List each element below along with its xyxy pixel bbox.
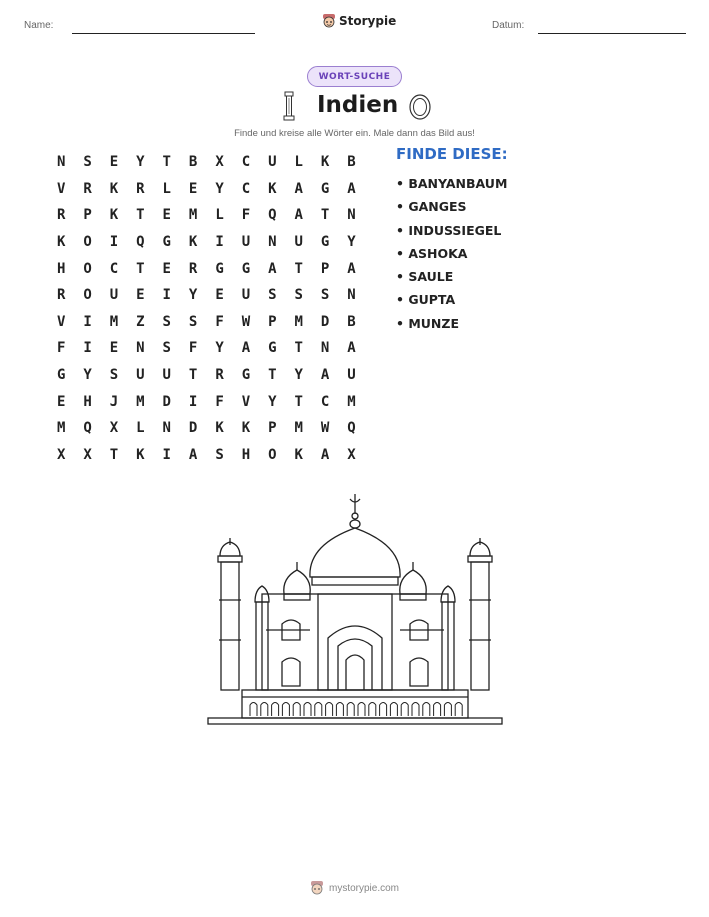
grid-cell[interactable]: D — [162, 393, 171, 410]
grid-cell[interactable]: H — [83, 393, 92, 410]
grid-cell[interactable]: T — [294, 340, 303, 357]
name-line — [72, 33, 255, 34]
plinth-arch — [272, 703, 279, 717]
grid-cell[interactable]: K — [268, 180, 277, 197]
grid-cell[interactable]: X — [83, 446, 92, 463]
instructions: Finde und kreise alle Wörter ein. Male dann das Bild aus! — [234, 128, 475, 139]
grid-cell[interactable]: P — [268, 313, 277, 330]
letter-grid — [48, 149, 365, 468]
grid-cell[interactable]: V — [241, 393, 251, 410]
grid-cell[interactable]: H — [241, 446, 251, 463]
grid-cell[interactable]: M — [347, 393, 356, 410]
grid-cell[interactable]: Y — [188, 287, 198, 304]
word-list — [396, 145, 508, 335]
grid-cell[interactable]: A — [188, 446, 198, 463]
grid-cell[interactable]: Y — [215, 340, 224, 357]
grid-cell[interactable]: G — [241, 367, 251, 384]
grid-cell[interactable]: M — [136, 393, 145, 410]
grid-cell[interactable]: N — [347, 207, 356, 224]
grid-cell[interactable]: E — [109, 340, 119, 357]
grid-cell[interactable]: E — [162, 207, 171, 224]
grid-cell[interactable]: Y — [347, 234, 356, 251]
grid-cell[interactable]: S — [188, 313, 198, 330]
grid-cell[interactable]: Q — [136, 234, 145, 251]
word-item: • SAULE — [396, 269, 454, 285]
grid-cell[interactable]: T — [320, 207, 330, 224]
grid-cell[interactable]: Q — [268, 207, 277, 224]
grid-cell[interactable]: E — [162, 260, 171, 277]
grid-cell[interactable]: F — [241, 207, 251, 224]
grid-cell[interactable]: R — [215, 367, 224, 384]
grid-cell[interactable]: I — [109, 234, 119, 251]
grid-cell[interactable]: X — [215, 154, 224, 171]
grid-cell[interactable]: B — [347, 313, 356, 330]
grid-cell[interactable]: L — [162, 180, 171, 197]
grid-cell[interactable]: J — [109, 393, 119, 410]
grid-cell[interactable]: O — [83, 234, 92, 251]
grid-cell[interactable]: U — [136, 367, 145, 384]
grid-cell[interactable]: S — [294, 287, 303, 304]
brand-name: Storypie — [339, 14, 397, 28]
grid-cell[interactable]: A — [320, 446, 330, 463]
plinth-arch — [455, 703, 462, 717]
grid-cell[interactable]: Y — [215, 180, 224, 197]
grid-cell[interactable]: E — [56, 393, 66, 410]
grid-cell[interactable]: F — [56, 340, 66, 357]
grid-row — [48, 442, 365, 469]
plinth-arch — [401, 703, 408, 717]
grid-cell[interactable]: Y — [136, 154, 145, 171]
grid-cell[interactable]: Y — [83, 367, 92, 384]
grid-cell[interactable]: K — [215, 420, 224, 437]
word-list-heading: FINDE DIESE: — [396, 145, 508, 163]
grid-cell[interactable]: T — [294, 393, 303, 410]
word-item: • GUPTA — [396, 292, 456, 308]
grid-row — [48, 202, 365, 229]
grid-cell[interactable]: E — [188, 180, 198, 197]
plinth-arch — [369, 703, 376, 717]
grid-cell[interactable]: W — [241, 313, 251, 330]
grid-cell[interactable]: S — [109, 367, 119, 384]
grid-cell[interactable]: M — [294, 420, 303, 437]
grid-cell[interactable]: S — [83, 154, 92, 171]
grid-cell[interactable]: U — [268, 154, 277, 171]
grid-cell[interactable]: I — [83, 313, 92, 330]
grid-cell[interactable]: C — [109, 260, 119, 277]
plinth-arch — [261, 703, 268, 717]
grid-cell[interactable]: F — [215, 393, 224, 410]
grid-cell[interactable]: R — [136, 180, 145, 197]
grid-cell[interactable]: M — [56, 420, 66, 437]
grid-cell[interactable]: T — [136, 260, 145, 277]
word-search-badge: WORT-SUCHE — [307, 66, 402, 87]
grid-cell[interactable]: X — [56, 446, 66, 463]
footer — [0, 880, 709, 896]
grid-cell[interactable]: A — [347, 260, 356, 277]
grid-cell[interactable]: F — [188, 340, 198, 357]
plinth-arch — [336, 703, 343, 717]
grid-cell[interactable]: N — [347, 287, 356, 304]
grid-row — [48, 229, 365, 256]
grid-cell[interactable]: N — [136, 340, 145, 357]
grid-cell[interactable]: N — [162, 420, 171, 437]
grid-cell[interactable]: I — [83, 340, 92, 357]
grid-cell[interactable]: K — [109, 207, 119, 224]
grid-cell[interactable]: P — [320, 260, 330, 277]
grid-cell[interactable]: T — [188, 367, 198, 384]
brand-logo — [322, 13, 396, 29]
grid-cell[interactable]: U — [347, 367, 356, 384]
grid-cell[interactable]: K — [294, 446, 303, 463]
grid-cell[interactable]: B — [188, 154, 198, 171]
plinth-arch — [282, 703, 289, 717]
grid-cell[interactable]: R — [56, 207, 66, 224]
grid-cell[interactable]: P — [83, 207, 92, 224]
grid-cell[interactable]: I — [162, 287, 171, 304]
grid-row — [48, 282, 365, 309]
grid-cell[interactable]: H — [56, 260, 66, 277]
word-item: • INDUSSIEGEL — [396, 222, 502, 238]
grid-cell[interactable]: K — [241, 420, 251, 437]
grid-cell[interactable]: K — [188, 234, 198, 251]
grid-cell[interactable]: L — [294, 154, 303, 171]
grid-cell[interactable]: C — [241, 154, 251, 171]
grid-cell[interactable]: S — [215, 446, 224, 463]
storypie-mascot-icon — [322, 13, 336, 29]
plinth-arch — [434, 703, 441, 717]
plinth-arch — [358, 703, 365, 717]
grid-cell[interactable]: T — [268, 367, 277, 384]
plinth-arch — [412, 703, 419, 717]
grid-cell[interactable]: I — [188, 393, 198, 410]
grid-cell[interactable]: G — [268, 340, 277, 357]
grid-row — [48, 149, 365, 176]
grid-cell[interactable]: A — [347, 180, 356, 197]
pillar-icon — [281, 90, 297, 122]
plinth-arch — [444, 703, 451, 717]
word-item: • BANYANBAUM — [396, 176, 508, 191]
grid-cell[interactable]: L — [215, 207, 224, 224]
grid-cell[interactable]: S — [268, 287, 277, 304]
grid-cell[interactable]: G — [215, 260, 224, 277]
plinth-arch — [326, 703, 333, 717]
grid-cell[interactable]: E — [136, 287, 145, 304]
grid-cell[interactable]: M — [188, 207, 198, 224]
grid-cell[interactable]: Z — [136, 313, 145, 330]
word-item: • MUNZE — [396, 315, 459, 331]
grid-cell[interactable]: T — [109, 446, 119, 463]
grid-cell[interactable]: E — [215, 287, 224, 304]
grid-cell[interactable]: X — [347, 446, 356, 463]
word-item: • GANGES — [396, 199, 467, 215]
grid-cell[interactable]: M — [294, 313, 303, 330]
grid-cell[interactable]: P — [268, 420, 277, 437]
grid-row — [48, 309, 365, 336]
date-label: Datum: — [492, 20, 525, 31]
grid-cell[interactable]: R — [56, 287, 66, 304]
grid-cell[interactable]: K — [136, 446, 145, 463]
grid-cell[interactable]: I — [215, 234, 224, 251]
grid-row — [48, 335, 365, 362]
grid-cell[interactable]: G — [320, 180, 330, 197]
grid-cell[interactable]: Y — [294, 367, 303, 384]
grid-cell[interactable]: N — [268, 234, 277, 251]
grid-cell[interactable]: A — [268, 260, 277, 277]
grid-cell[interactable]: U — [241, 287, 251, 304]
grid-cell[interactable]: U — [162, 367, 171, 384]
grid-row — [48, 362, 365, 389]
grid-row — [48, 388, 365, 415]
grid-cell[interactable]: V — [56, 313, 66, 330]
grid-cell[interactable]: T — [136, 207, 145, 224]
grid-cell[interactable]: G — [162, 234, 171, 251]
grid-cell[interactable]: K — [109, 180, 119, 197]
grid-cell[interactable]: A — [294, 180, 303, 197]
name-label: Name: — [24, 20, 54, 31]
grid-cell[interactable]: L — [136, 420, 145, 437]
grid-cell[interactable]: T — [162, 154, 171, 171]
grid-cell[interactable]: X — [109, 420, 119, 437]
plinth-arch — [315, 703, 322, 717]
grid-cell[interactable]: U — [294, 234, 303, 251]
grid-cell[interactable]: C — [320, 393, 330, 410]
grid-cell[interactable]: G — [320, 234, 330, 251]
grid-cell[interactable]: D — [320, 313, 330, 330]
grid-cell[interactable]: B — [347, 154, 356, 171]
grid-row — [48, 176, 365, 203]
plinth-arch — [347, 703, 354, 717]
grid-cell[interactable]: V — [56, 180, 66, 197]
grid-cell[interactable]: S — [162, 340, 171, 357]
plinth-arch — [250, 703, 257, 717]
grid-cell[interactable]: I — [162, 446, 171, 463]
grid-cell[interactable]: A — [294, 207, 303, 224]
grid-cell[interactable]: G — [56, 367, 66, 384]
title-row — [0, 90, 709, 124]
grid-cell[interactable]: S — [320, 287, 330, 304]
grid-cell[interactable]: N — [320, 340, 330, 357]
grid-cell[interactable]: K — [56, 234, 66, 251]
footer-url: mystorypie.com — [328, 882, 399, 894]
grid-cell[interactable]: N — [56, 154, 66, 171]
grid-cell[interactable]: R — [83, 180, 92, 197]
grid-cell[interactable]: R — [188, 260, 198, 277]
grid-cell[interactable]: Q — [83, 420, 92, 437]
grid-cell[interactable]: D — [188, 420, 198, 437]
page-title: Indien — [317, 92, 399, 118]
grid-cell[interactable]: G — [241, 260, 251, 277]
grid-cell[interactable]: O — [268, 446, 277, 463]
grid-cell[interactable]: Q — [347, 420, 356, 437]
grid-row — [48, 415, 365, 442]
grid-cell[interactable]: A — [241, 340, 251, 357]
grid-cell[interactable]: M — [109, 313, 119, 330]
word-item: • ASHOKA — [396, 245, 468, 261]
grid-cell[interactable]: K — [320, 154, 330, 171]
coin-icon — [406, 93, 434, 121]
grid-cell[interactable]: A — [347, 340, 356, 357]
grid-cell[interactable]: T — [294, 260, 303, 277]
grid-cell[interactable]: Y — [268, 393, 277, 410]
plinth-arch — [423, 703, 430, 717]
plinth-arch — [380, 703, 387, 717]
grid-cell[interactable]: C — [241, 180, 251, 197]
date-line — [538, 33, 686, 34]
grid-cell[interactable]: E — [109, 154, 119, 171]
taj-mahal-illustration — [200, 490, 510, 730]
grid-cell[interactable]: W — [320, 420, 330, 437]
grid-cell[interactable]: F — [215, 313, 224, 330]
grid-cell[interactable]: A — [320, 367, 330, 384]
grid-cell[interactable]: S — [162, 313, 171, 330]
word-list-items — [396, 172, 508, 335]
storypie-footer-mascot-icon — [310, 880, 324, 896]
plinth-arch — [390, 703, 397, 717]
grid-cell[interactable]: O — [83, 260, 92, 277]
plinth-arch — [293, 703, 300, 717]
grid-row — [48, 255, 365, 282]
grid-cell[interactable]: U — [109, 287, 119, 304]
grid-cell[interactable]: U — [241, 234, 251, 251]
grid-cell[interactable]: O — [83, 287, 92, 304]
plinth-arch — [304, 703, 311, 717]
